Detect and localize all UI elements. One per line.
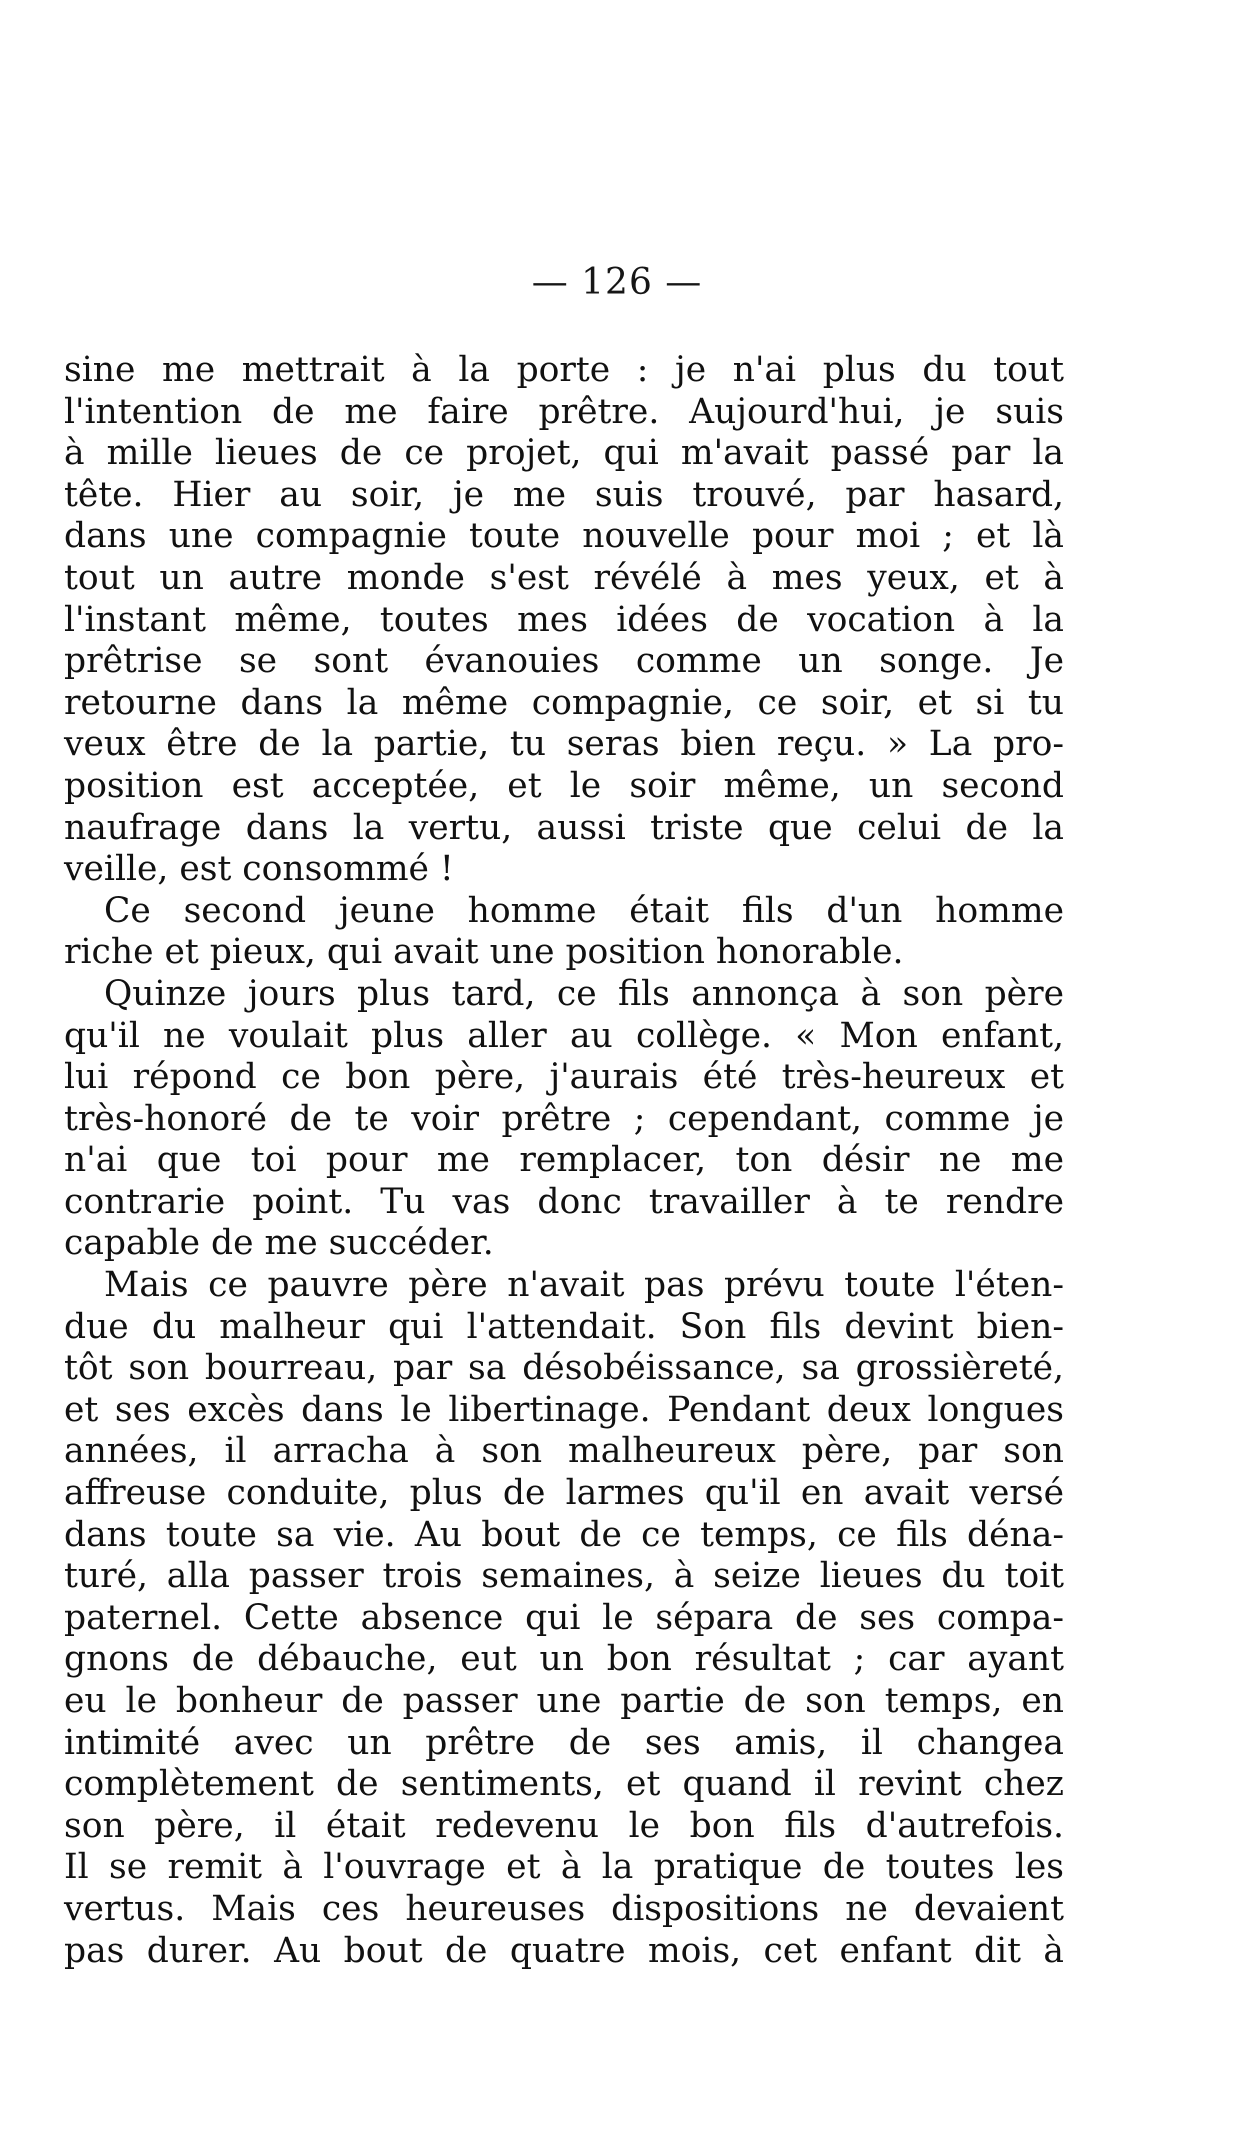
text-line: vertus. Mais ces heureuses dispositions ne devaient [64,1888,1064,1929]
paragraph [64,1265,1064,1972]
text-line: dans toute sa vie. Au bout de ce temps, ce fils déna- [64,1514,1064,1555]
text-line: turé, alla passer trois semaines, à seize lieues du toit [64,1556,1064,1597]
text-line: Mais ce pauvre père n'avait pas prévu toute l'éten- [104,1265,1064,1306]
text-line: due du malheur qui l'attendait. Son fils devint bien- [64,1306,1064,1347]
text-line: Quinze jours plus tard, ce fils annonça à son père [104,973,1064,1014]
text-line: tout un autre monde s'est révélé à mes yeux, et à [64,557,1064,598]
text-line: position est acceptée, et le soir même, un second [64,765,1064,806]
text-line: à mille lieues de ce projet, qui m'avait passé par la [64,433,1064,474]
text-line: l'instant même, toutes mes idées de vocation à la [64,599,1064,640]
text-line: Il se remit à l'ouvrage et à la pratique de toutes les [64,1847,1064,1888]
text-line: retourne dans la même compagnie, ce soir, et si tu [64,682,1064,723]
page-number: — 126 — [531,262,703,303]
text-line: affreuse conduite, plus de larmes qu'il en avait versé [64,1473,1064,1514]
paragraph [64,974,1064,1265]
text-line: n'ai que toi pour me remplacer, ton désir ne me [64,1140,1064,1181]
text-line: paternel. Cette absence qui le sépara de ses compa- [64,1597,1064,1638]
text-line: contrarie point. Tu vas donc travailler à te rendre [64,1181,1064,1222]
body-text [64,350,1064,1972]
paragraph [64,891,1064,974]
paragraph [64,350,1064,891]
text-line: eu le bonheur de passer une partie de son temps, en [64,1681,1064,1721]
text-line: dans une compagnie toute nouvelle pour moi ; et là [64,516,1064,557]
text-line: pas durer. Au bout de quatre mois, cet enfant dit à [64,1930,1064,1971]
text-line: intimité avec un prêtre de ses amis, il changea [64,1722,1064,1763]
text-line: très-honoré de te voir prêtre ; cependant, comme je [64,1098,1064,1139]
text-line: tôt son bourreau, par sa désobéissance, sa grossièreté, [64,1348,1064,1389]
text-line: lui répond ce bon père, j'aurais été très-heureux et [64,1057,1064,1098]
text-line: Ce second jeune homme était fils d'un homme [104,890,1064,931]
text-line: sine me mettrait à la porte : je n'ai plus du tout [64,350,1064,390]
text-line: son père, il était redevenu le bon fils d'autrefois. [64,1805,1064,1846]
text-line: prêtrise se sont évanouies comme un songe. Je [64,641,1064,682]
text-line: et ses excès dans le libertinage. Pendant deux longues [64,1389,1064,1430]
text-line: veille, est consommé ! [64,849,454,890]
text-line: gnons de débauche, eut un bon résultat ; car ayant [64,1639,1064,1680]
text-line: années, il arracha à son malheureux père, par son [64,1431,1064,1472]
text-line: complètement de sentiments, et quand il revint chez [64,1764,1064,1805]
text-line: capable de me succéder. [64,1223,494,1264]
text-line: naufrage dans la vertu, aussi triste que celui de la [64,807,1064,848]
text-line: tête. Hier au soir, je me suis trouvé, par hasard, [64,474,1064,515]
text-line: l'intention de me faire prêtre. Aujourd'hui, je suis [64,391,1064,432]
text-line: veux être de la partie, tu seras bien reçu. » La pro- [64,724,1064,765]
text-line: riche et pieux, qui avait une position honorable. [64,932,904,973]
text-line: qu'il ne voulait plus aller au collège. « Mon enfant, [64,1015,1064,1056]
